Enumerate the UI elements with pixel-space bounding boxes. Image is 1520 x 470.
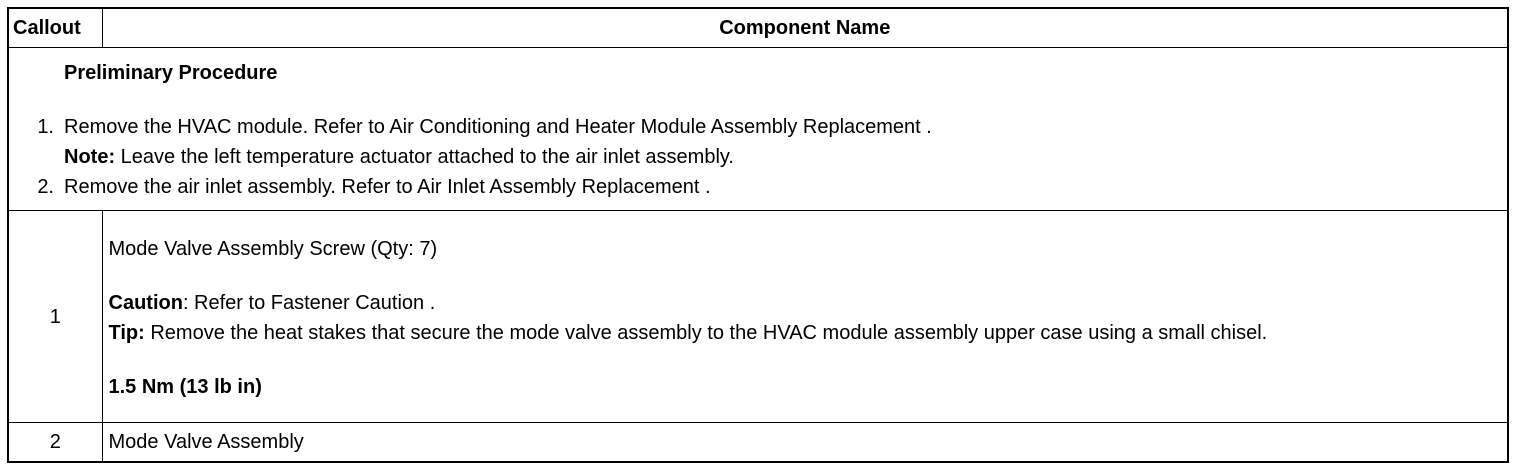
preliminary-row	[8, 48, 1508, 211]
tip-text: Remove the heat stakes that secure the mode valve assembly to the HVAC module assembly upper case using a small chisel.	[144, 321, 1268, 344]
table-row	[8, 211, 1508, 423]
procedure-table	[7, 7, 1509, 463]
note-text: Leave the left temperature actuator attached to the air inlet assembly.	[115, 146, 734, 168]
caution-label: Caution	[108, 291, 183, 314]
callout-number: 1	[8, 211, 102, 423]
caution-line	[109, 288, 1498, 318]
preliminary-cell	[8, 48, 1508, 211]
callout-header: Callout	[8, 8, 102, 48]
header-row	[8, 8, 1508, 48]
preliminary-step-1	[19, 112, 1497, 142]
table-row	[8, 423, 1508, 463]
step-text: Remove the HVAC module. Refer to Air Conditioning and Heater Module Assembly Replacement .	[64, 116, 932, 138]
note-label: Note:	[64, 146, 116, 168]
component-name: Mode Valve Assembly Screw (Qty: 7)	[108, 237, 438, 260]
tip-line	[109, 318, 1498, 348]
step-text: Remove the air inlet assembly. Refer to Air Inlet Assembly Replacement .	[64, 176, 711, 198]
callout-number: 2	[8, 423, 102, 463]
caution-text: : Refer to Fastener Caution .	[182, 291, 436, 314]
step-note	[19, 142, 1497, 172]
torque-spec: 1.5 Nm (13 lb in)	[108, 375, 262, 398]
preliminary-title: Preliminary Procedure	[64, 62, 278, 84]
component-cell	[102, 211, 1508, 423]
component-name-header: Component Name	[102, 8, 1508, 48]
preliminary-step-2	[19, 172, 1497, 202]
step-number: 2.	[37, 176, 54, 198]
step-number: 1.	[37, 116, 54, 138]
component-name: Mode Valve Assembly	[102, 423, 1508, 463]
tip-label: Tip:	[108, 321, 145, 344]
